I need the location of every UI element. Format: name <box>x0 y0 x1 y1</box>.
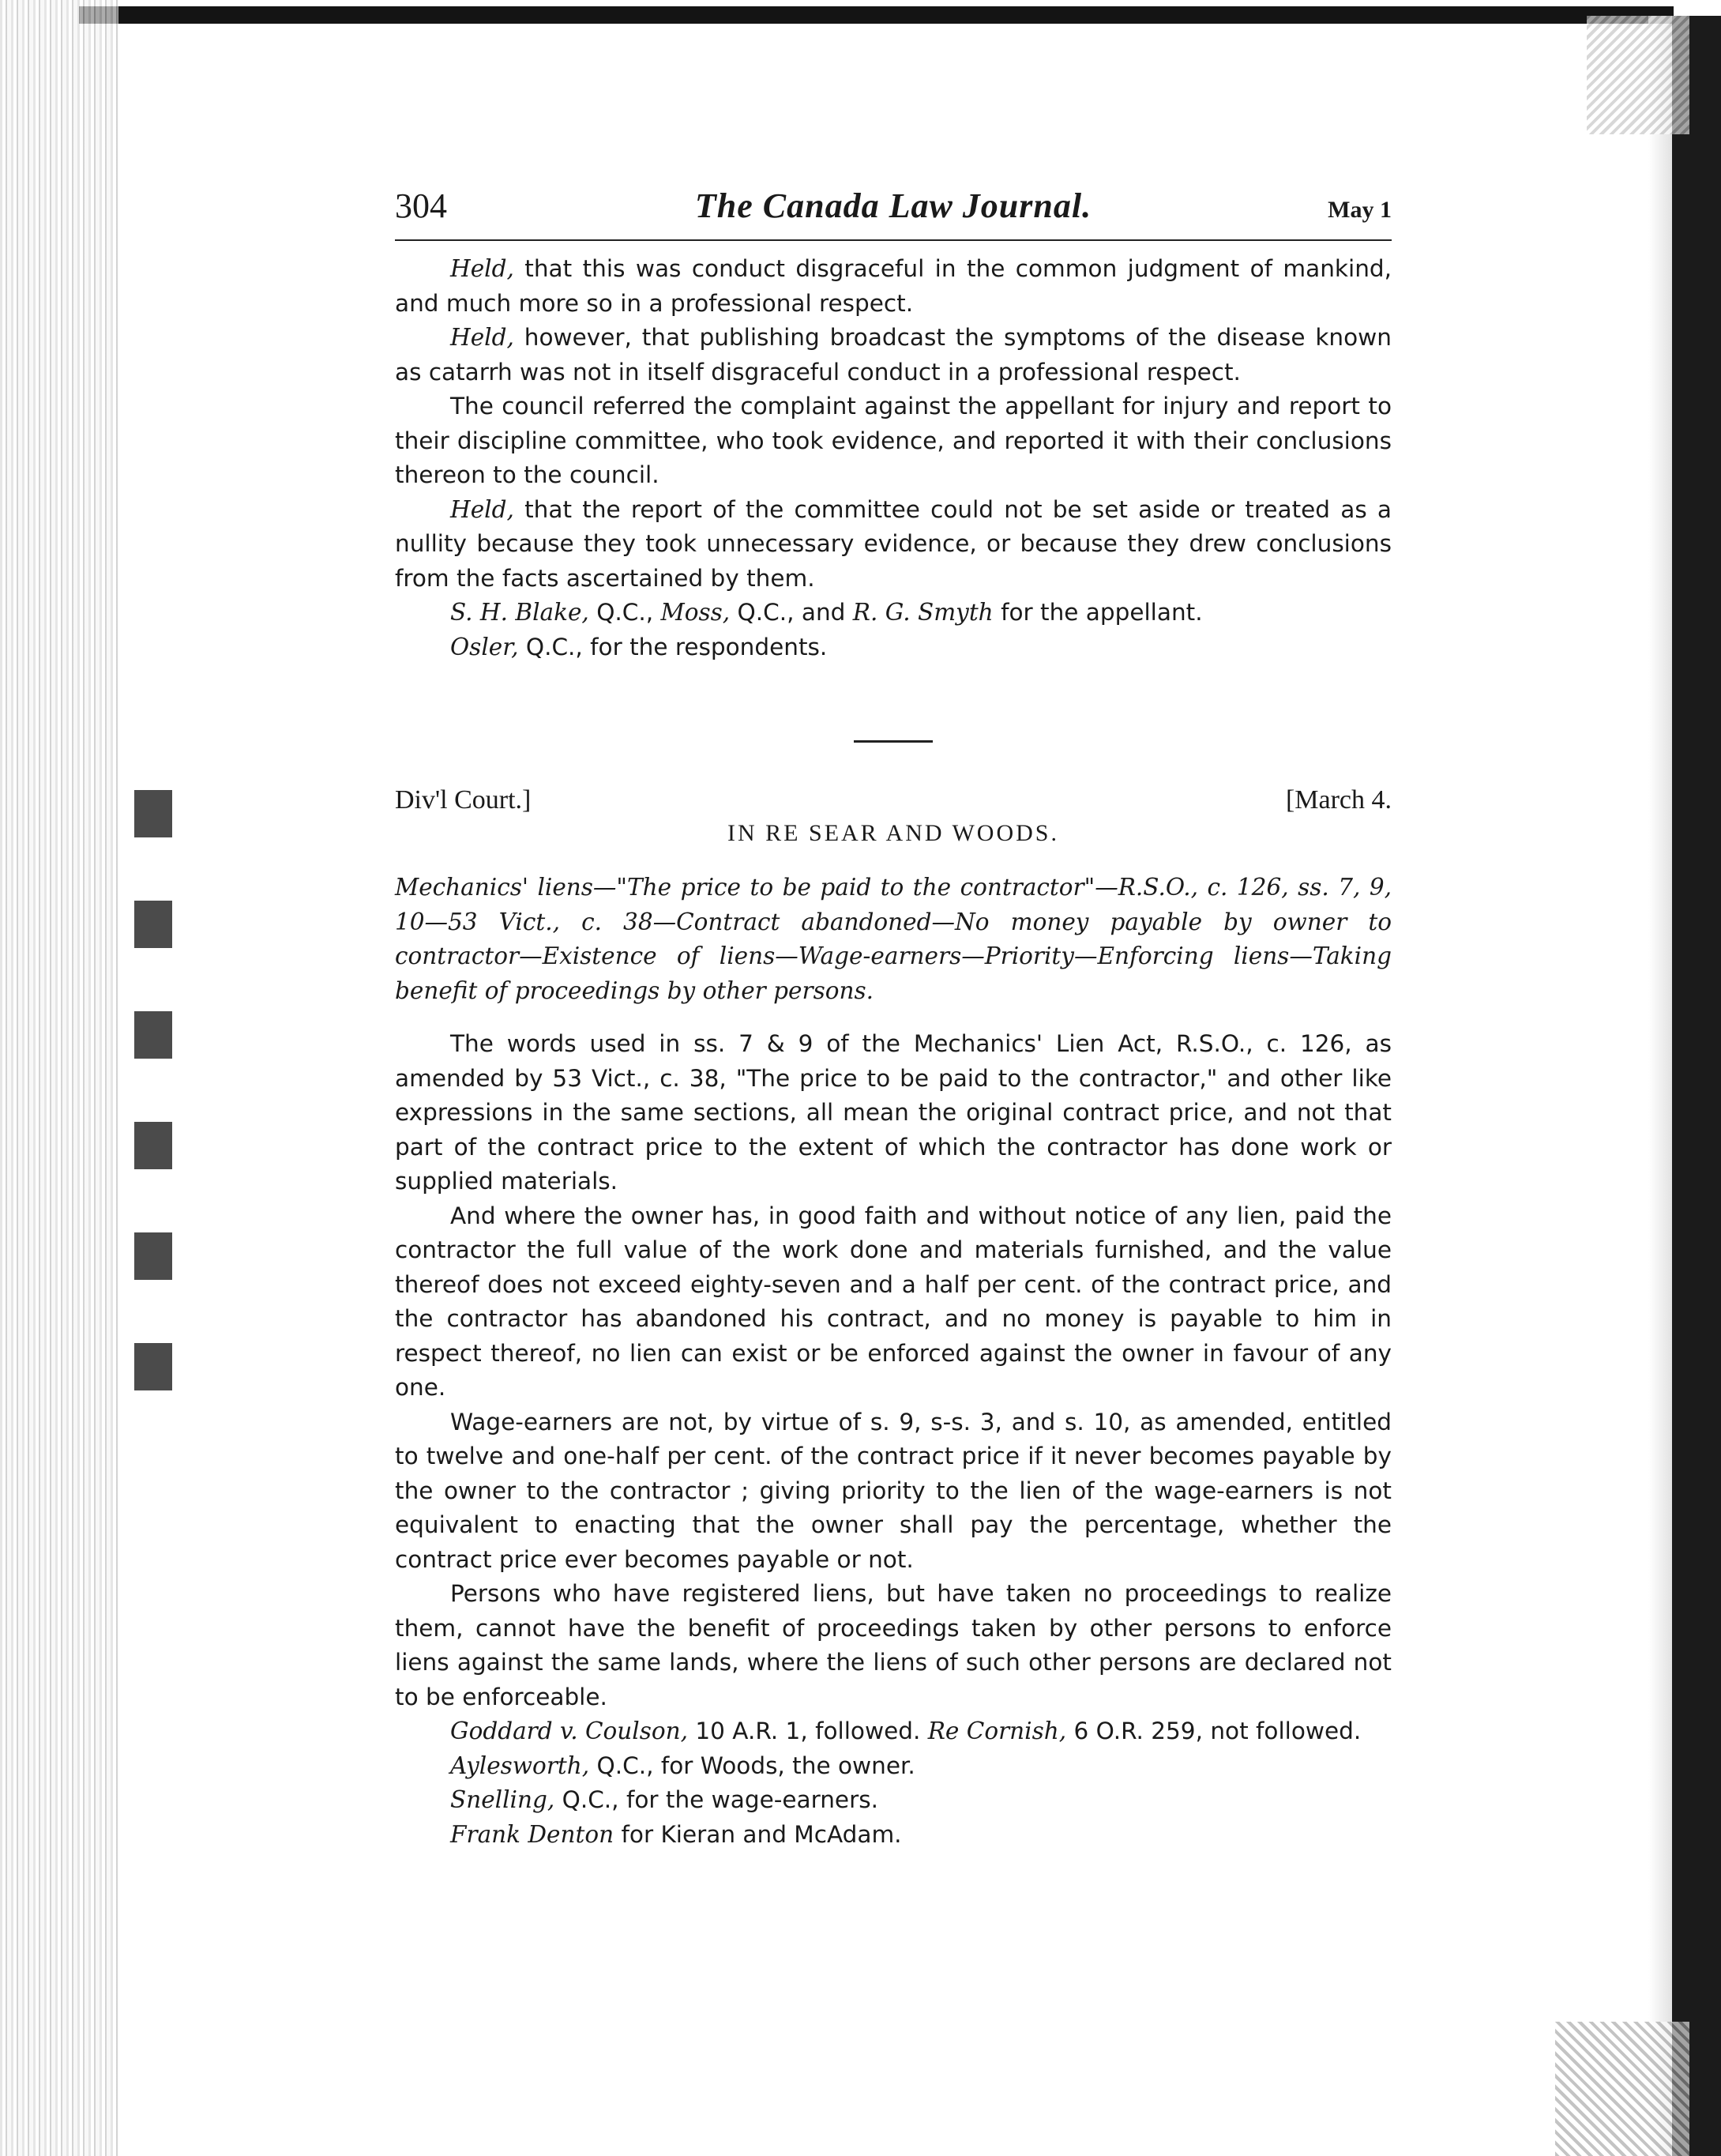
scan-binding-marks <box>134 790 172 1422</box>
case-paragraph-1: The words used in ss. 7 & 9 of the Mechanics' Lien Act, R.S.O., c. 126, as amended by 53 Vict., c. 38, "The price to be paid to the contractor," and other like expressions in the same sections, all mean the original contract price, and not that part of the contract price to the extent of which the contractor has done work or supplied materials. <box>395 1030 1392 1195</box>
scan-border-right <box>1672 16 1721 2156</box>
issue-date: May 1 <box>1328 197 1392 223</box>
held-paragraph-1: Held, that this was conduct disgraceful in the common judgment of mankind, and much more so in a professional respect. <box>395 255 1392 317</box>
scan-border-top <box>79 6 1674 24</box>
case-date: [March 4. <box>1285 785 1392 815</box>
held-paragraph-3: Held, that the report of the committee could not be set aside or treated as a nullity because they took unnecessary evidence, or because they drew conclusions from the facts ascertained by them. <box>395 495 1392 592</box>
court-name: Div'l Court.] <box>395 785 532 815</box>
case-headnote: Mechanics' liens—"The price to be paid to the contractor"—R.S.O., c. 126, ss. 7, 9, 10—53 Vict., c. 38—Contract abandoned—No money payable by owner to contractor—Existence of liens—Wage-earners—Priority—Enforcing liens—Taking benefit of proceedings by other persons. <box>395 874 1392 1004</box>
counsel-line-appellant: S. H. Blake, Q.C., Moss, Q.C., and R. G. Smyth for the appellant. <box>450 599 1203 626</box>
running-head <box>395 186 1392 235</box>
case-paragraph-3: Wage-earners are not, by virtue of s. 9, s-s. 3, and s. 10, as amended, entitled to twelve and one-half per cent. of the contract price if it never becomes payable by the owner to the contractor ; giving priority to the lien of the wage-earners is not equivalent to enacting that the owner shall pay the percentage, whether the contract price ever becomes payable or not. <box>395 1408 1392 1573</box>
court-line <box>395 785 1392 820</box>
counsel-line-wage-earners: Snelling, Q.C., for the wage-earners. <box>450 1786 878 1813</box>
counsel-line-kieran: Frank Denton for Kieran and McAdam. <box>450 1820 902 1848</box>
scan-border-left <box>0 0 118 2156</box>
scan-corner-bottom <box>1555 2022 1689 2156</box>
header-rule <box>395 239 1392 241</box>
counsel-line-respondents: Osler, Q.C., for the respondents. <box>450 633 828 660</box>
section-divider <box>854 740 933 743</box>
journal-page <box>395 186 1392 1852</box>
page-number: 304 <box>395 186 447 225</box>
citations-paragraph: Goddard v. Coulson, 10 A.R. 1, followed. Re Cornish, 6 O.R. 259, not followed. <box>450 1718 1362 1744</box>
scan-edge-shadow <box>1648 16 1672 2156</box>
council-paragraph: The council referred the complaint against the appellant for injury and report to their discipline committee, who took evidence, and reported it with their conclusions thereon to the council. <box>395 393 1392 488</box>
case-title: IN RE SEAR AND WOODS. <box>727 820 1059 846</box>
held-paragraph-2: Held, however, that publishing broadcast the symptoms of the disease known as catarrh was not in itself disgraceful conduct in a professional respect. <box>395 324 1392 386</box>
counsel-line-owner: Aylesworth, Q.C., for Woods, the owner. <box>450 1752 915 1779</box>
case-paragraph-2: And where the owner has, in good faith and without notice of any lien, paid the contractor the full value of the work done and materials furnished, and the value thereof does not exceed eighty-seven and a half per cent. of the contract price, and the contractor has abandoned his contract, and no money is payable to him in respect thereof, no lien can exist or be enforced against the owner in favour of any one. <box>395 1202 1392 1401</box>
journal-title: The Canada Law Journal. <box>694 186 1092 225</box>
case-paragraph-4: Persons who have registered liens, but have taken no proceedings to realize them, cannot have the benefit of proceedings taken by other persons to enforce liens against the same lands, where the liens of such other persons are declared not to be enforceable. <box>395 1580 1392 1710</box>
scan-corner-top <box>1587 16 1689 134</box>
